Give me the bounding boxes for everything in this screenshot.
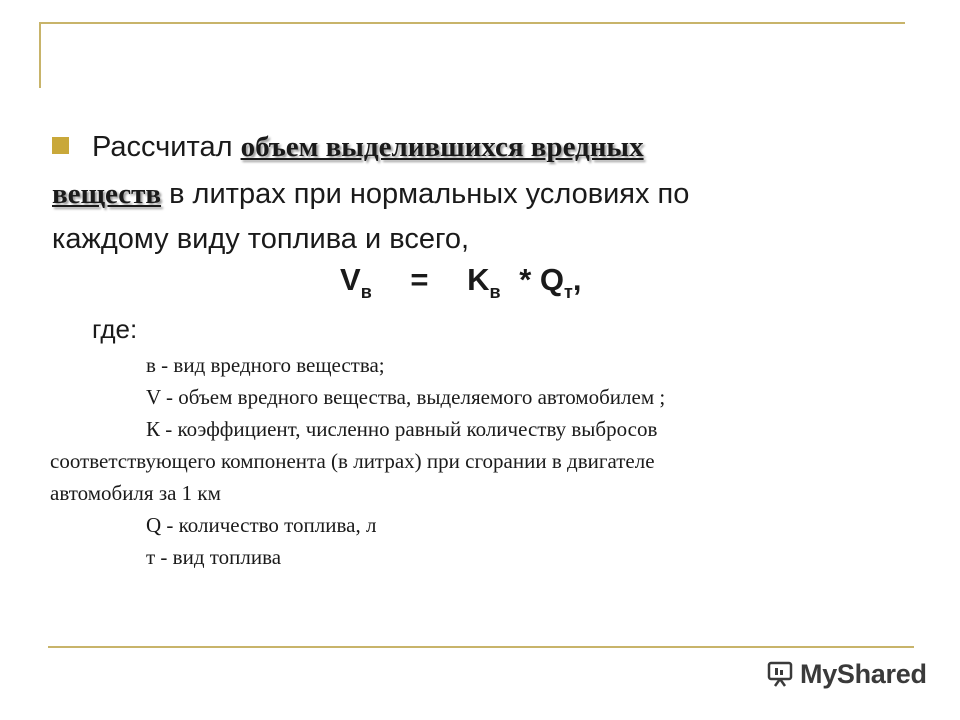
formula-v: V [340,262,361,297]
text-line-2 [52,177,689,211]
watermark-text: MyShared [800,658,927,689]
formula-q: Q [539,262,565,297]
formula [340,262,582,310]
bullet-square-icon [52,137,69,154]
definition-item: Q - количество топлива, л [146,513,377,537]
definition-item: V - объем вредного вещества, выделяемого автомобилем ; [146,385,666,409]
formula-times: * [519,262,532,297]
text-line-1 [92,130,644,164]
definition-item: К - коэффициент, численно равный количеству выбросов [146,417,658,441]
formula-v-sub: в [360,282,372,302]
text-line-1-start: Рассчитал [92,131,241,163]
where-label: где: [92,314,138,344]
definition-continuation: автомобиля за 1 км [50,481,221,505]
text-line-2-rest: в литрах при нормальных условиях по [161,178,690,210]
definition-item: т - вид топлива [146,545,282,569]
text-line-3: каждому виду топлива и всего, [52,223,470,255]
emphasized-phrase-2: веществ [52,178,162,210]
presentation-board-icon [766,660,794,688]
formula-q-sub: т [564,282,573,302]
definition-item: в - вид вредного вещества; [146,353,385,377]
watermark [766,656,927,692]
formula-k-sub: в [489,282,501,302]
formula-equals: = [410,262,429,297]
definition-continuation: соответствующего компонента (в литрах) при сгорании в двигателе [50,449,655,473]
formula-comma: , [572,262,582,297]
formula-k: K [467,262,490,297]
emphasized-phrase-1: объем выделившихся вредных [240,131,644,163]
